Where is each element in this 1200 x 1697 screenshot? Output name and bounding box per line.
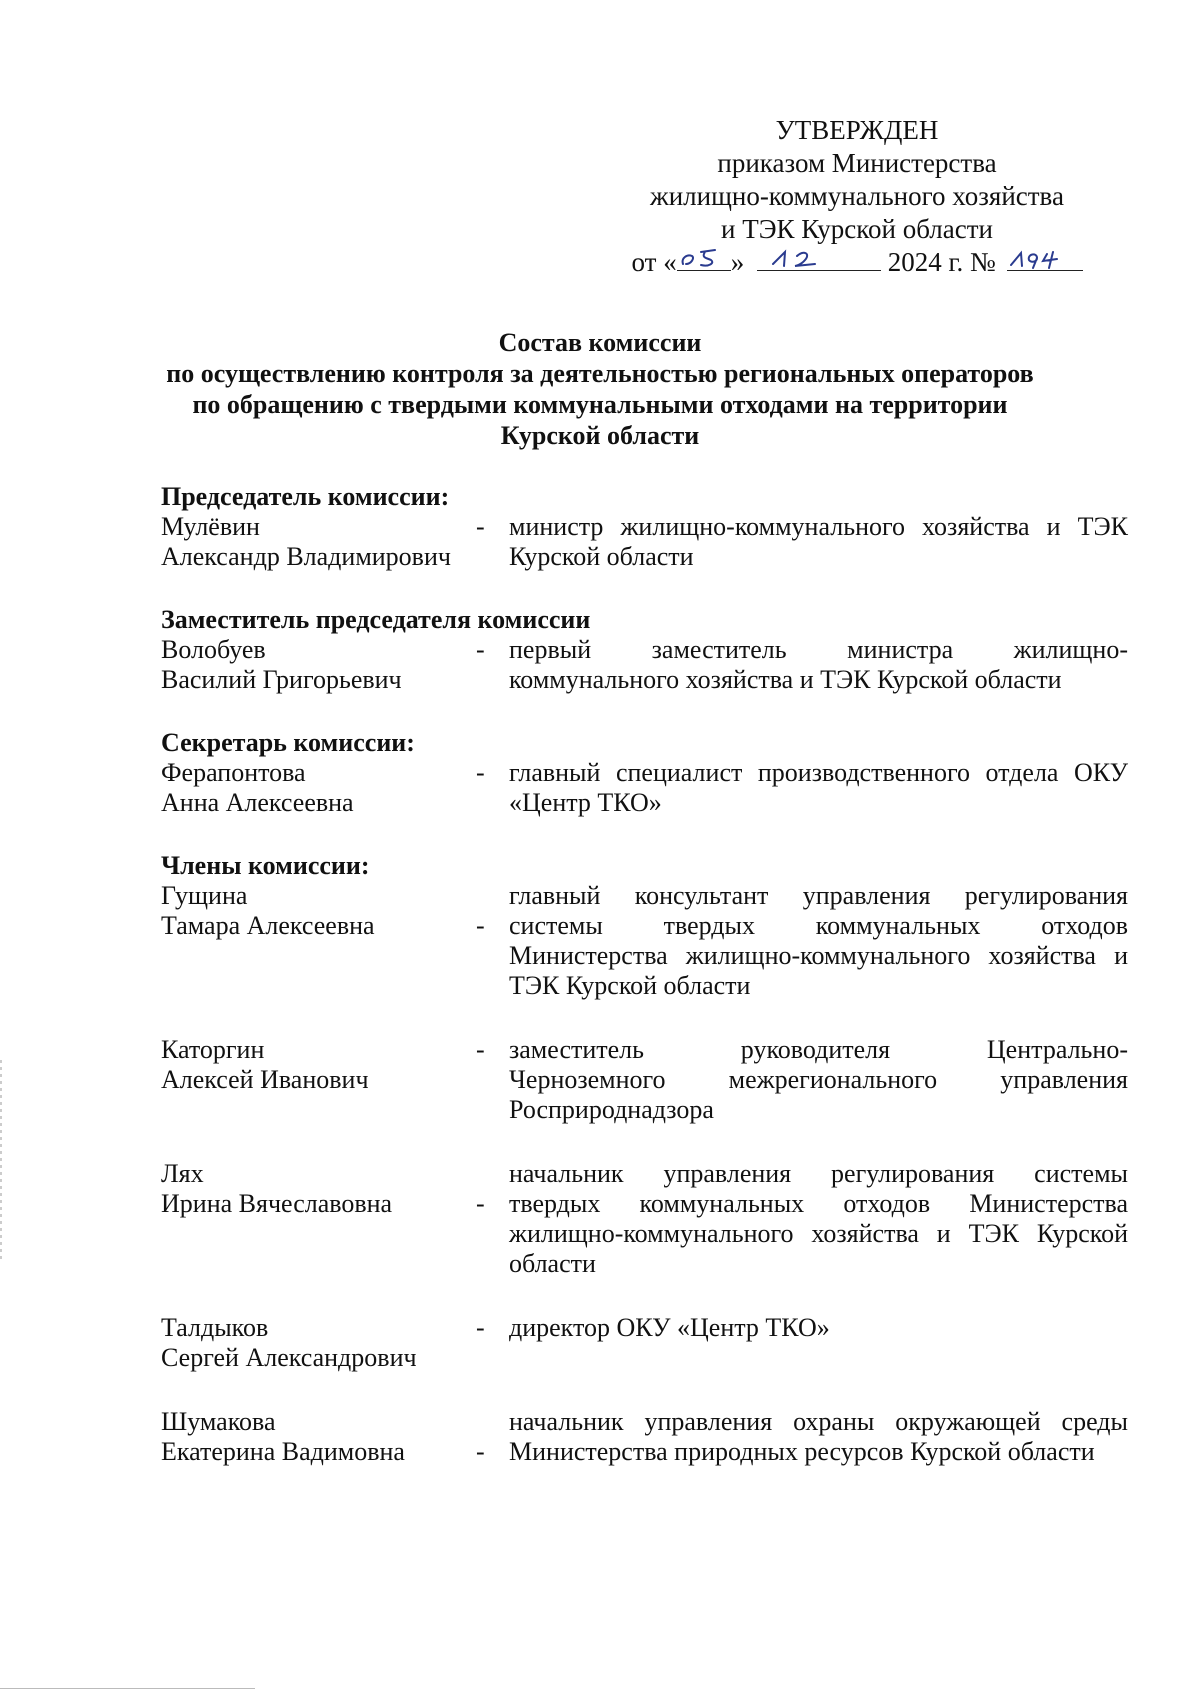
member-given-names: Тамара Алексеевна	[161, 911, 375, 940]
member-position	[509, 758, 1128, 818]
member-dash: -	[476, 911, 485, 940]
scan-edge-artifact	[0, 1060, 2, 1260]
member-given-names: Анна Алексеевна	[161, 788, 354, 817]
member-name	[161, 512, 476, 572]
member-position	[509, 512, 1128, 572]
title-line-1: Состав комиссии	[498, 328, 702, 357]
member-given-names: Сергей Александрович	[161, 1343, 417, 1372]
position-line: заместитель руководителя Центрально-	[509, 1035, 1128, 1064]
member-name	[161, 1159, 476, 1279]
member-given-names: Ирина Вячеславовна	[161, 1189, 393, 1218]
member-given-names: Василий Григорьевич	[161, 665, 402, 694]
scan-bottom-artifact	[0, 1688, 255, 1689]
member-name	[161, 758, 476, 818]
member-surname: Мулёвин	[161, 512, 260, 541]
position-line: Росприроднадзора	[509, 1095, 714, 1124]
member-surname: Каторгин	[161, 1035, 265, 1064]
position-line: министр жилищно-коммунального хозяйства и ТЭК	[509, 512, 1128, 541]
members-section	[161, 851, 1141, 1467]
deputy-heading: Заместитель председателя комиссии	[161, 605, 591, 634]
document-title	[100, 327, 1100, 451]
member-dash: -	[476, 758, 485, 787]
handwritten-day	[677, 246, 731, 271]
member-dash: -	[476, 1189, 485, 1218]
member-surname: Шумакова	[161, 1407, 276, 1436]
member-position	[509, 1407, 1128, 1467]
position-line: коммунального хозяйства и ТЭК Курской области	[509, 665, 1062, 694]
position-line: Курской области	[509, 542, 694, 571]
secretary-heading: Секретарь комиссии:	[161, 728, 415, 757]
date-mid: »	[730, 247, 751, 277]
position-line: ТЭК Курской области	[509, 971, 751, 1000]
handwritten-month-signature	[757, 244, 881, 270]
member-dash: -	[476, 1035, 485, 1064]
position-line: Черноземного межрегионального управления	[509, 1065, 1128, 1094]
commission-list	[161, 482, 1141, 1467]
approval-block	[610, 114, 1104, 279]
position-line: главный специалист производственного отдела ОКУ	[509, 758, 1128, 787]
approval-ministry-line: жилищно-коммунального хозяйства	[650, 181, 1064, 211]
member-surname: Волобуев	[161, 635, 266, 664]
position-line: начальник управления регулирования системы	[509, 1159, 1128, 1188]
member-name	[161, 635, 476, 695]
position-line: «Центр ТКО»	[509, 788, 662, 817]
member-name	[161, 1407, 476, 1467]
member-position	[509, 635, 1128, 695]
member-surname: Талдыков	[161, 1313, 269, 1342]
member-name	[161, 1313, 476, 1373]
date-prefix: от «	[631, 247, 677, 277]
chair-heading: Председатель комиссии:	[161, 482, 450, 511]
title-line-2: по осуществлению контроля за деятельностью региональных операторов	[166, 359, 1034, 388]
member-dash: -	[476, 1437, 485, 1466]
position-line: Министерства природных ресурсов Курской области	[509, 1437, 1095, 1466]
members-heading: Члены комиссии:	[161, 851, 370, 880]
position-line: области	[509, 1249, 596, 1278]
handwritten-month	[757, 246, 881, 271]
approval-date-line	[610, 246, 1104, 279]
position-line: начальник управления охраны окружающей среды	[509, 1407, 1128, 1436]
position-line: первый заместитель министра жилищно-	[509, 635, 1128, 664]
member-surname: Ферапонтова	[161, 758, 306, 787]
secretary-member	[161, 758, 1141, 818]
handwritten-number	[1007, 246, 1083, 271]
member-dash: -	[476, 512, 485, 541]
member-item	[161, 1035, 1141, 1125]
chair-section	[161, 482, 1141, 572]
member-position	[509, 881, 1128, 1001]
position-line: жилищно-коммунального хозяйства и ТЭК Курской	[509, 1219, 1128, 1248]
position-line: системы твердых коммунальных отходов	[509, 911, 1128, 940]
member-surname: Лях	[161, 1159, 204, 1188]
deputy-section	[161, 605, 1141, 695]
member-item	[161, 881, 1141, 1001]
member-dash: -	[476, 635, 485, 664]
deputy-member	[161, 635, 1141, 695]
member-given-names: Алексей Иванович	[161, 1065, 369, 1094]
member-item	[161, 1313, 1141, 1373]
member-position	[509, 1313, 1128, 1373]
member-surname: Гущина	[161, 881, 248, 910]
member-position	[509, 1159, 1128, 1279]
position-line: твердых коммунальных отходов Министерства	[509, 1189, 1128, 1218]
member-dash: -	[476, 1313, 485, 1342]
member-item	[161, 1159, 1141, 1279]
approval-region-line: и ТЭК Курской области	[721, 214, 993, 244]
member-name	[161, 881, 476, 1001]
member-name	[161, 1035, 476, 1125]
handwritten-day-signature	[677, 244, 731, 270]
member-given-names: Екатерина Вадимовна	[161, 1437, 405, 1466]
member-given-names: Александр Владимирович	[161, 542, 451, 571]
title-line-4: Курской области	[500, 421, 700, 450]
approval-order-line: приказом Министерства	[717, 148, 997, 178]
handwritten-number-signature	[1007, 244, 1083, 270]
position-line: директор ОКУ «Центр ТКО»	[509, 1313, 830, 1342]
secretary-section	[161, 728, 1141, 818]
member-item	[161, 1407, 1141, 1467]
member-position	[509, 1035, 1128, 1125]
approval-title: УТВЕРЖДЕН	[775, 115, 939, 145]
title-line-3: по обращению с твердыми коммунальными отходами на территории	[192, 390, 1008, 419]
date-year: 2024 г. №	[880, 247, 1003, 277]
position-line: Министерства жилищно-коммунального хозяйства и	[509, 941, 1128, 970]
position-line: главный консультант управления регулирования	[509, 881, 1128, 910]
chair-member	[161, 512, 1141, 572]
